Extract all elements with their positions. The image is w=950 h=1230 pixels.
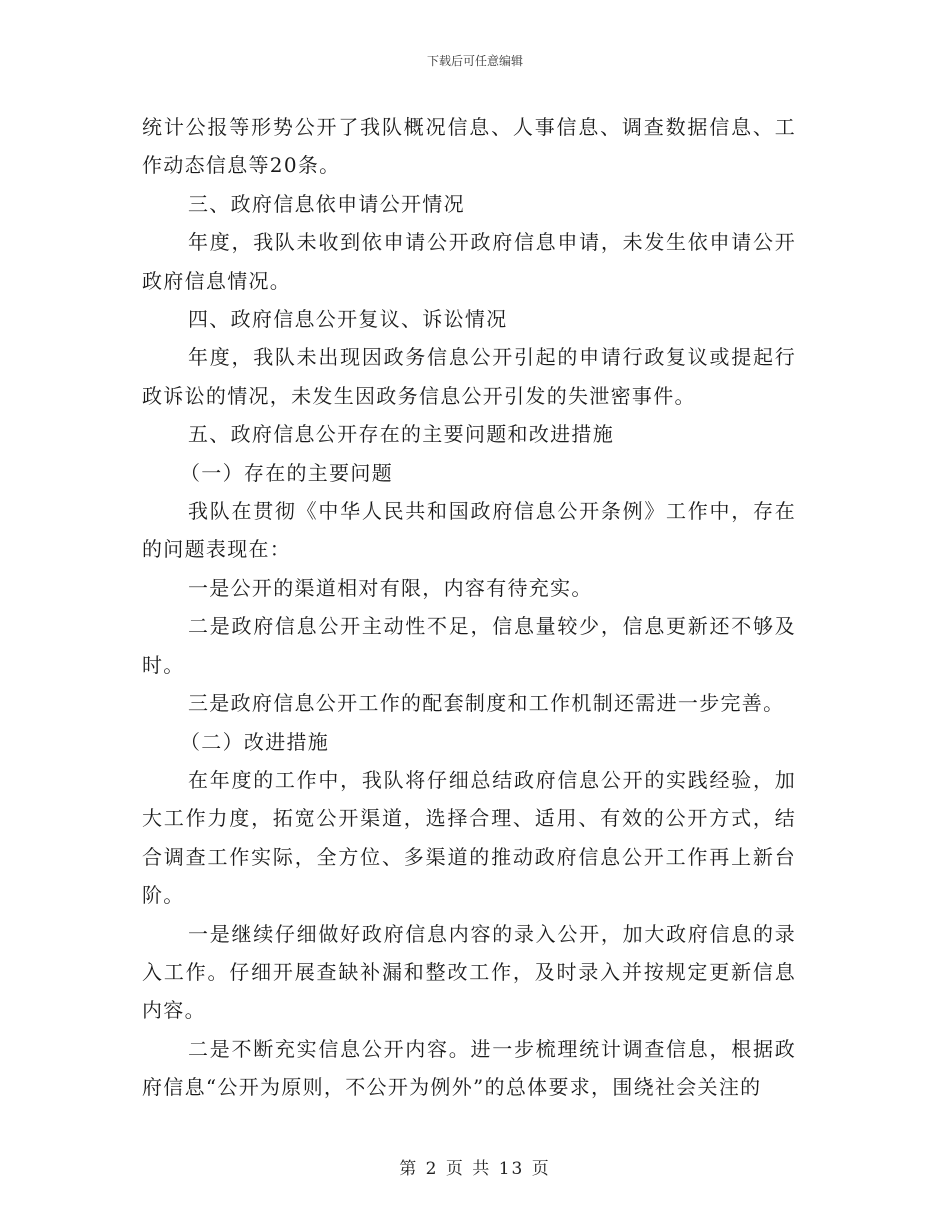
list-item: 一是继续仔细做好政府信息内容的录入公开，加大政府信息的录入工作。仔细开展查缺补漏和整改工作，及时录入并按规定更新信息内容。 bbox=[142, 921, 796, 1023]
body-paragraph: 年度，我队未收到依申请公开政府信息申请，未发生依申请公开政府信息情况。 bbox=[142, 230, 796, 293]
section-heading: 三、政府信息依申请公开情况 bbox=[188, 191, 465, 216]
document-body bbox=[142, 108, 796, 1107]
body-paragraph: 在年度的工作中，我队将仔细总结政府信息公开的实践经验，加大工作力度，拓宽公开渠道，选择合理、适用、有效的公开方式，结合调查工作实际，全方位、多渠道的推动政府信息公开工作再上新台阶。 bbox=[142, 767, 796, 908]
page-header: 下载后可任意编辑 bbox=[426, 54, 523, 68]
body-paragraph: 年度，我队未出现因政务信息公开引起的申请行政复议或提起行政诉讼的情况，未发生因政务信息公开引发的失泄密事件。 bbox=[142, 345, 796, 408]
page-number: 第 2 页 共 13 页 bbox=[399, 1159, 551, 1179]
section-heading: 四、政府信息公开复议、诉讼情况 bbox=[188, 307, 508, 332]
subsection-heading: （二）改进措施 bbox=[180, 729, 330, 754]
subsection-heading: （一）存在的主要问题 bbox=[180, 460, 393, 485]
body-paragraph: 我队在贯彻《中华人民共和国政府信息公开条例》工作中，存在的问题表现在： bbox=[142, 499, 796, 562]
list-item: 三是政府信息公开工作的配套制度和工作机制还需进一步完善。 bbox=[188, 691, 785, 716]
list-item: 一是公开的渠道相对有限，内容有待充实。 bbox=[188, 575, 593, 600]
list-item: 二是政府信息公开主动性不足，信息量较少，信息更新还不够及时。 bbox=[142, 614, 796, 677]
section-heading: 五、政府信息公开存在的主要问题和改进措施 bbox=[188, 422, 614, 447]
list-item: 二是不断充实信息公开内容。进一步梳理统计调查信息，根据政府信息“公开为原则，不公开为例外”的总体要求，围绕社会关注的 bbox=[142, 1036, 796, 1100]
body-paragraph: 统计公报等形势公开了我队概况信息、人事信息、调查数据信息、工作动态信息等20条。 bbox=[142, 115, 796, 178]
